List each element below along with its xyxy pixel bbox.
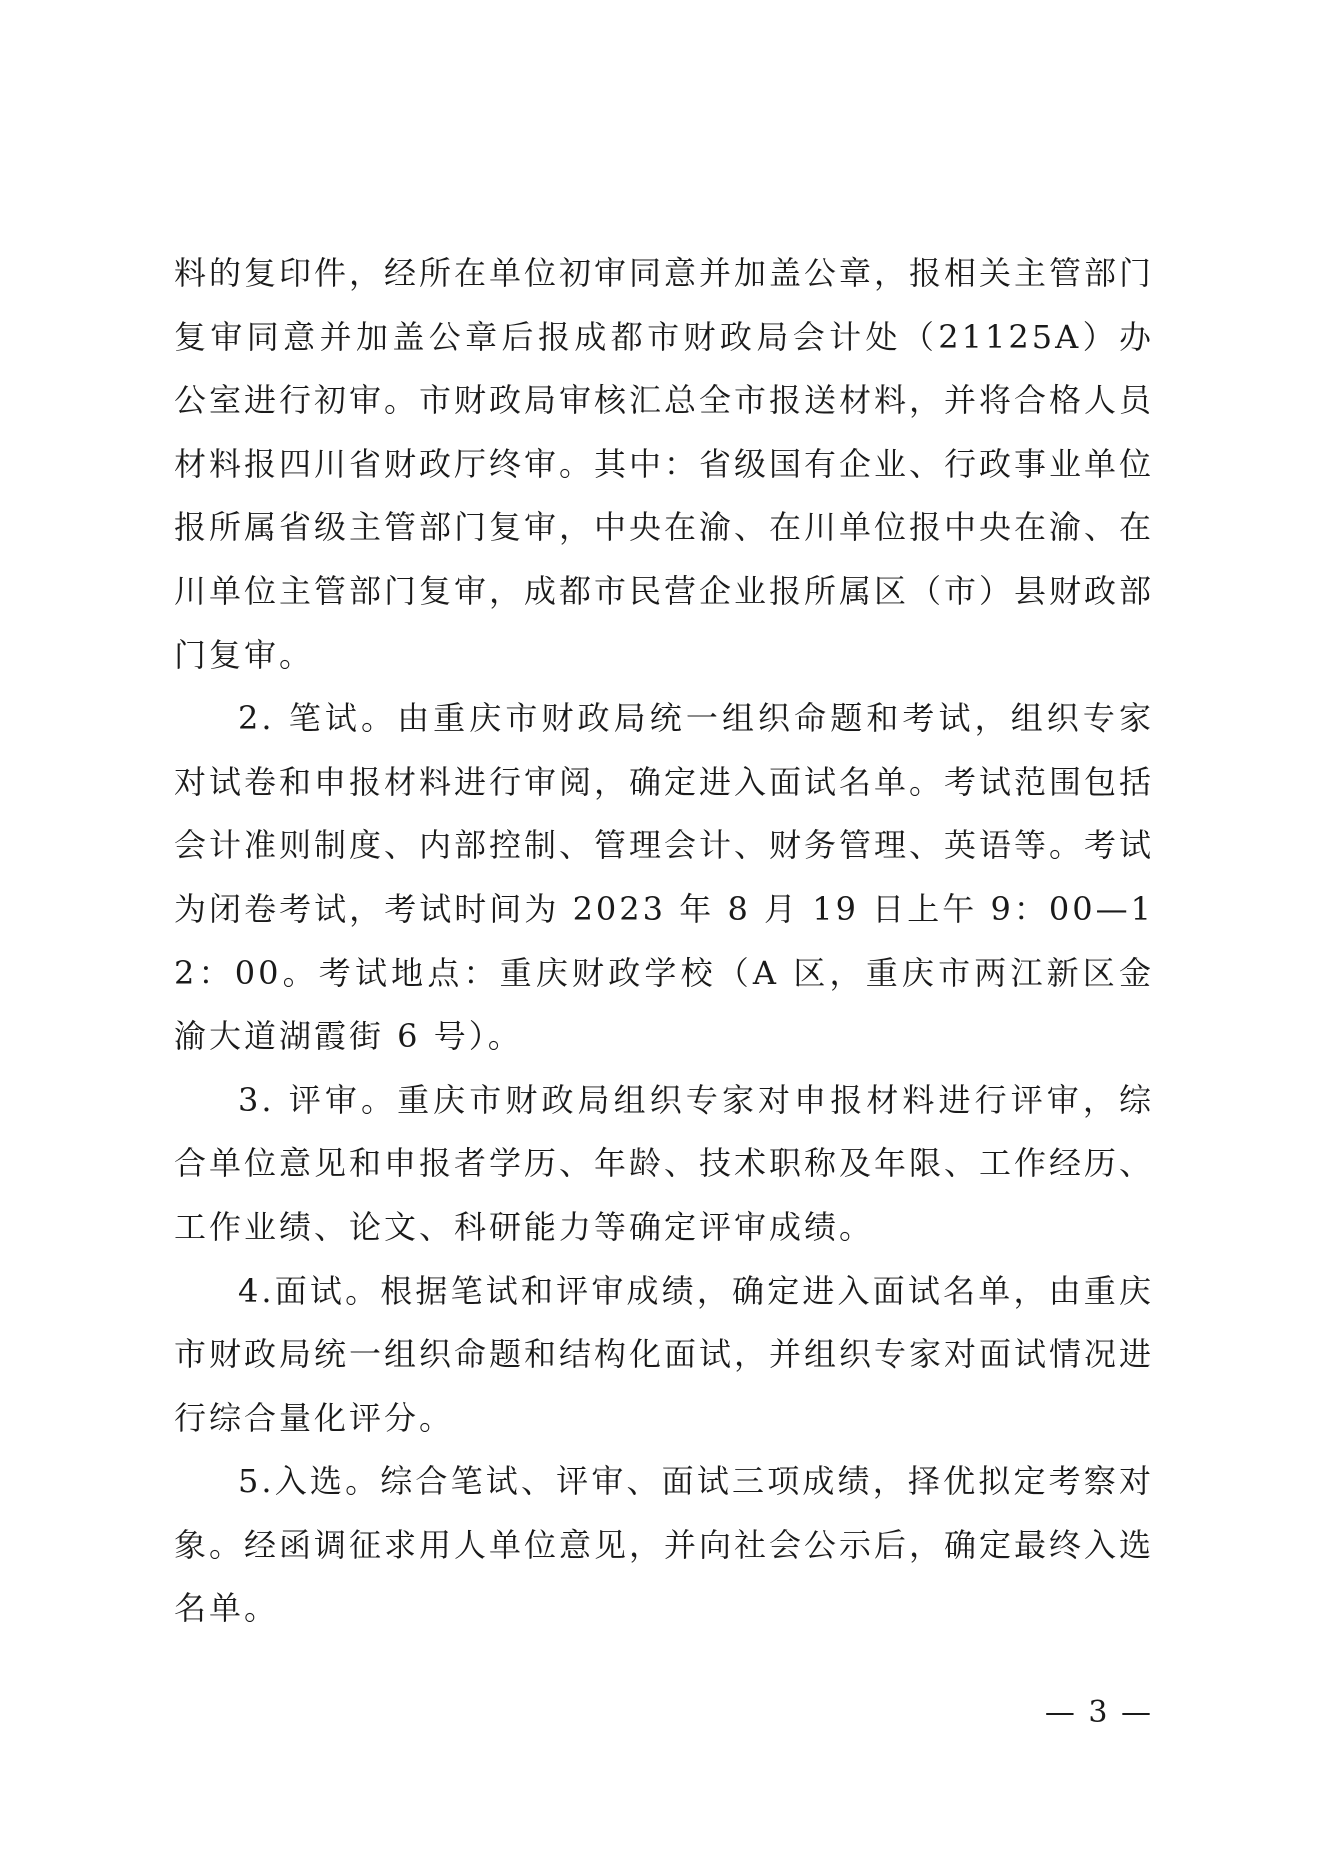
paragraph-interview: 4.面试。根据笔试和评审成绩，确定进入面试名单，由重庆市财政局统一组织命题和结构化面试，并组织专家对面试情况进行综合量化评分。	[174, 1271, 1155, 1437]
paragraph-review: 3. 评审。重庆市财政局组织专家对申报材料进行评审，综合单位意见和申报者学历、年龄、技术职称及年限、工作经历、工作业绩、论文、科研能力等确定评审成绩。	[174, 1080, 1155, 1246]
paragraph-selection: 5.入选。综合笔试、评审、面试三项成绩，择优拟定考察对象。经函调征求用人单位意见，并向社会公示后，确定最终入选名单。	[174, 1462, 1155, 1628]
paragraph-written-exam: 2. 笔试。由重庆市财政局统一组织命题和考试，组织专家对试卷和申报材料进行审阅，确定进入面试名单。考试范围包括会计准则制度、内部控制、管理会计、财务管理、英语等。考试为闭卷考试，考试时间为 2023 年 8 月 19 日上午 9：00—12：00。考试地点：重庆财政学校（A 区，重庆市两江新区金渝大道湖霞街 6 号）。	[174, 699, 1155, 1056]
page-number: — 3 —	[1044, 1695, 1153, 1730]
paragraph-continuation: 料的复印件，经所在单位初审同意并加盖公章，报相关主管部门复审同意并加盖公章后报成都市财政局会计处（21125A）办公室进行初审。市财政局审核汇总全市报送材料，并将合格人员材料报四川省财政厅终审。其中：省级国有企业、行政事业单位报所属省级主管部门复审，中央在渝、在川单位报中央在渝、在川单位主管部门复审，成都市民营企业报所属区（市）县财政部门复审。	[174, 254, 1155, 674]
body-text	[174, 242, 1154, 1641]
